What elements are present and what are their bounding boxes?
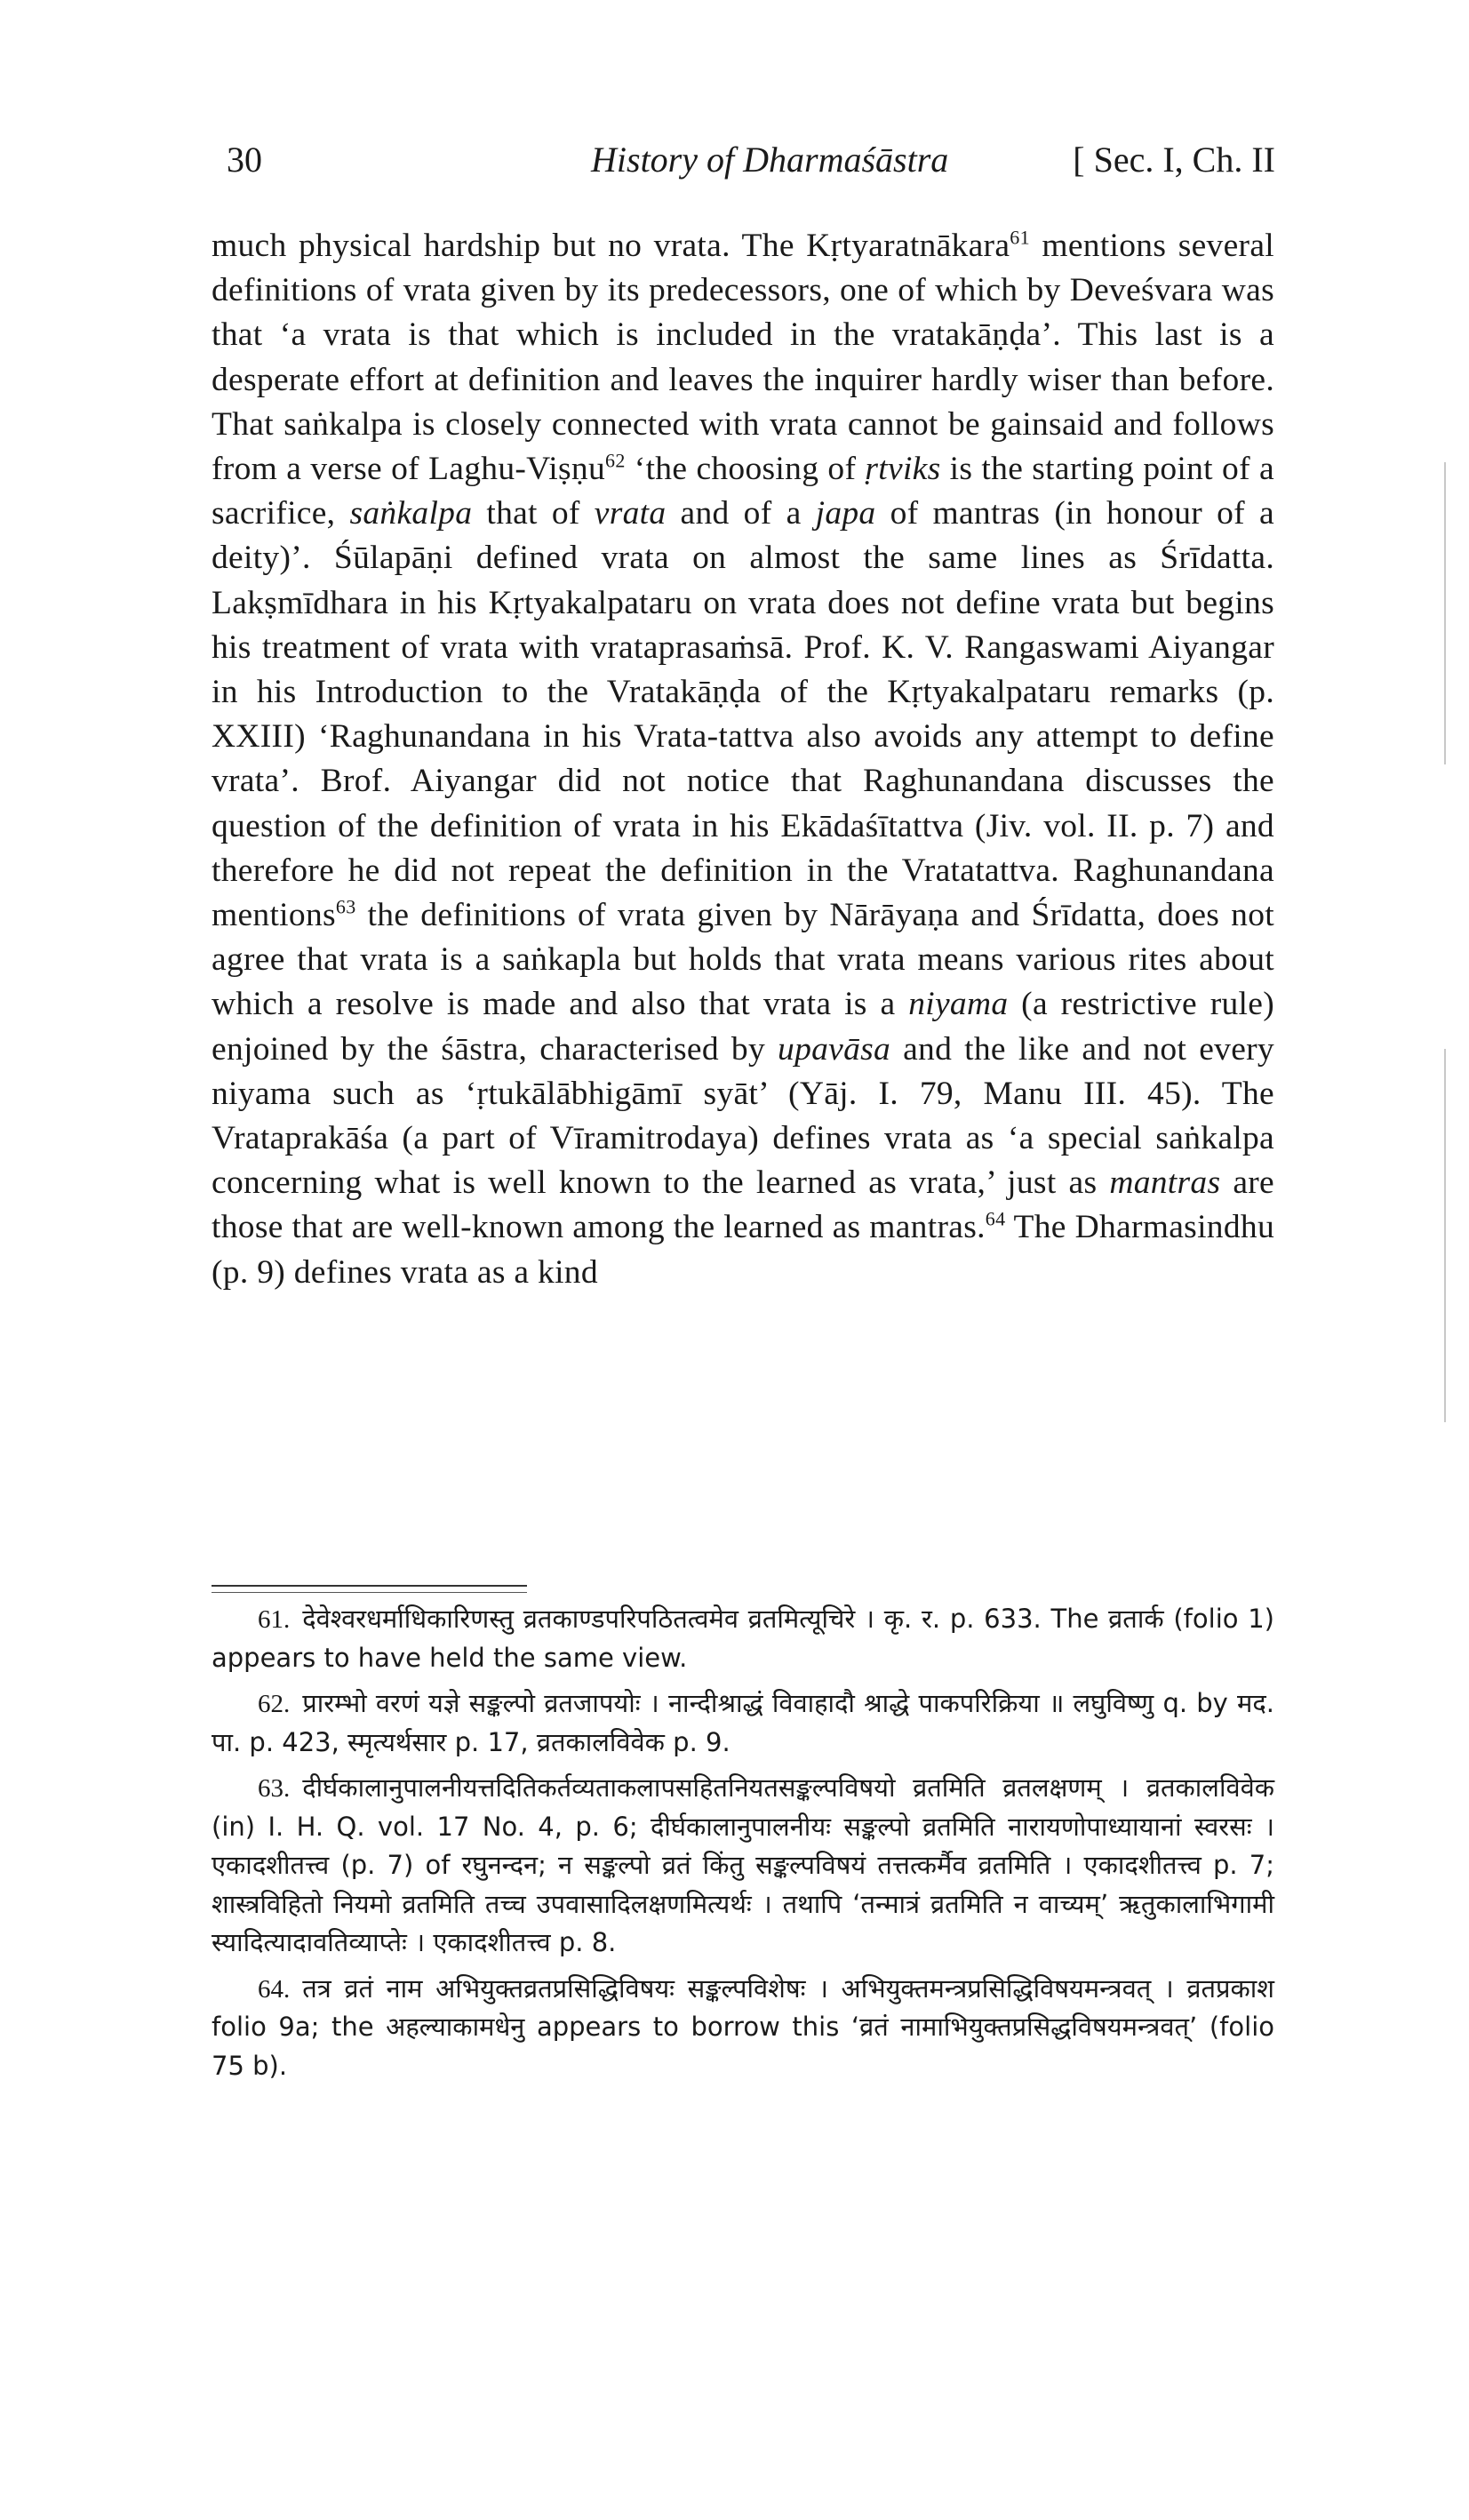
text-run: that of bbox=[472, 495, 595, 532]
text-run: are those that are well-known among the learned as mantras. bbox=[212, 1164, 1274, 1246]
paragraph bbox=[212, 224, 1274, 1295]
footnote-separator bbox=[212, 1585, 527, 1587]
italic-term: vrata bbox=[594, 495, 667, 532]
italic-term: niyama bbox=[908, 986, 1009, 1023]
italic-term: ṛtviks bbox=[865, 451, 941, 488]
footnote-number: 62. bbox=[258, 1690, 291, 1718]
text-run: mentions several definitions of vrata given by its predecessors, one of which by Deveśvara was that ‘a vrata is that which is included in the vratakāṇḍa’. This last is a desperate effort at definition and leaves the inquirer hardly wiser than before. That saṅkalpa is closely connected with vrata cannot be gainsaid and follows from a verse of Laghu-Viṣṇu bbox=[212, 228, 1274, 488]
footnote-61 bbox=[212, 1600, 1274, 1677]
italic-term: upavāsa bbox=[778, 1030, 891, 1068]
page-header bbox=[227, 133, 1275, 187]
footnote-ref-62: 62 bbox=[605, 449, 626, 472]
running-title: History of Dharmaśāstra bbox=[591, 140, 949, 180]
footnotes bbox=[212, 1600, 1274, 2092]
text-run: The Dharmasindhu (p. 9) defines vrata as a kind bbox=[212, 1209, 1274, 1291]
text-run: and of a bbox=[666, 495, 816, 532]
footnote-63 bbox=[212, 1769, 1274, 1963]
footnote-text: देवेश्वरधर्माधिकारिणस्तु व्रतकाण्डपरिपठितत्वमेव व्रतमित्यूचिरे । कृ. र. p. 633. The व्रतार्क (folio 1) appears to have held the same view. bbox=[212, 1604, 1274, 1673]
page-number: 30 bbox=[227, 140, 262, 180]
footnote-text: तत्र व्रतं नाम अभियुक्तव्रतप्रसिद्धिविषयः सङ्कल्पविशेषः । अभियुक्तमन्त्रप्रसिद्धिविषयमन्त्रवत् । व्रतप्रकाश folio 9a; the अहल्याकामधेनु appears to borrow this ‘व्रतं नामाभियुक्तप्रसिद्धविषयमन्त्रवत्’ (folio 75 b). bbox=[212, 1972, 1274, 2081]
footnote-number: 63. bbox=[258, 1774, 291, 1803]
text-run: the definitions of vrata given by Nārāyaṇa and Śrīdatta, does not agree that vrata is a saṅkapla but holds that vrata means various rites about which a resolve is made and also that vrata is a bbox=[212, 897, 1274, 1023]
footnote-64 bbox=[212, 1970, 1274, 2086]
footnote-number: 64. bbox=[258, 1974, 291, 2004]
footnote-ref-61: 61 bbox=[1010, 226, 1030, 249]
text-run: much physical hardship but no vrata. The Kṛtyaratnākara bbox=[212, 228, 1010, 264]
text-run: and the like and not every niyama such as ‘ṛtukālābhigāmī syāt’ (Yāj. I. 79, Manu III. 45). The Vrataprakāśa (a part of Vīramitrodaya) defines vrata as ‘a special saṅkalpa concerning what is well known to the learned as vrata,’ just as bbox=[212, 1030, 1274, 1202]
scan-margin-shadow bbox=[1444, 1049, 1446, 1422]
text-run: is the starting point of a sacrifice, bbox=[212, 451, 1274, 532]
text-run: ‘the choosing of bbox=[625, 451, 866, 488]
footnote-ref-63: 63 bbox=[335, 895, 356, 918]
italic-term: mantras bbox=[1109, 1164, 1221, 1202]
footnote-62 bbox=[212, 1684, 1274, 1762]
italic-term: japa bbox=[815, 495, 876, 532]
footnote-ref-64: 64 bbox=[985, 1207, 1006, 1230]
italic-term: saṅkalpa bbox=[349, 495, 473, 532]
footnote-text: प्रारम्भो वरणं यज्ञे सङ्कल्पो व्रतजापयोः । नान्दीश्राद्धं विवाहादौ श्राद्धे पाकपरिक्रिया ॥ लघुविष्णु q. by मद. पा. p. 423, स्मृत्यर्थसार p. 17, व्रतकालविवेक p. 9. bbox=[212, 1688, 1274, 1757]
footnote-number: 61. bbox=[258, 1605, 291, 1634]
footnote-text: दीर्घकालानुपालनीयत्तदितिकर्तव्यताकलापसहितनियतसङ्कल्पविषयो व्रतमिति व्रतलक्षणम् । व्रतकालविवेक (in) I. H. Q. vol. 17 No. 4, p. 6; दीर्घकालानुपालनीयः सङ्कल्पो व्रतमिति नारायणोपाध्यायानां स्वरसः । एकादशीतत्त्व (p. 7) of रघुनन्दन; न सङ्कल्पो व्रतं किंतु सङ्कल्पविषयं तत्तत्कर्मैव व्रतमिति । एकादशीतत्त्व p. 7; शास्त्रविहितो नियमो व्रतमिति तच्च उपवासादिलक्षणमित्यर्थः । तथापि ‘तन्मात्रं व्रतमिति न वाच्यम्’ ऋतुकालाभिगामी स्यादित्यादावतिव्याप्तेः । एकादशीतत्त्व p. 8. bbox=[212, 1772, 1274, 1957]
section-reference: [ Sec. I, Ch. II bbox=[1073, 140, 1275, 180]
scan-margin-shadow bbox=[1444, 462, 1446, 764]
text-run: (a restrictive rule) enjoined by the śāstra, characterised by bbox=[212, 986, 1274, 1068]
text-run: of mantras (in honour of a deity)’. Śūlapāṇi defined vrata on almost the same lines as Śrīdatta. Lakṣmīdhara in his Kṛtyakalpataru on vrata does not define vrata but begins his treatment of vrata with vrataprasaṁsā. Prof. K. V. Rangaswami Aiyangar in his Introduction to the Vratakāṇḍa of the Kṛtyakalpataru remarks (p. XXIII) ‘Raghunandana in his Vrata-tattva also avoids any attempt to define vrata’. Brof. Aiyangar did not notice that Raghunandana discusses the question of the definition of vrata in his Ekādaśītattva (Jiv. vol. II. p. 7) and therefore he did not repeat the definition in the Vratatattva. Raghunandana mentions bbox=[212, 495, 1274, 934]
main-paragraph bbox=[212, 224, 1274, 1295]
footnote-separator-inner bbox=[212, 1592, 527, 1593]
